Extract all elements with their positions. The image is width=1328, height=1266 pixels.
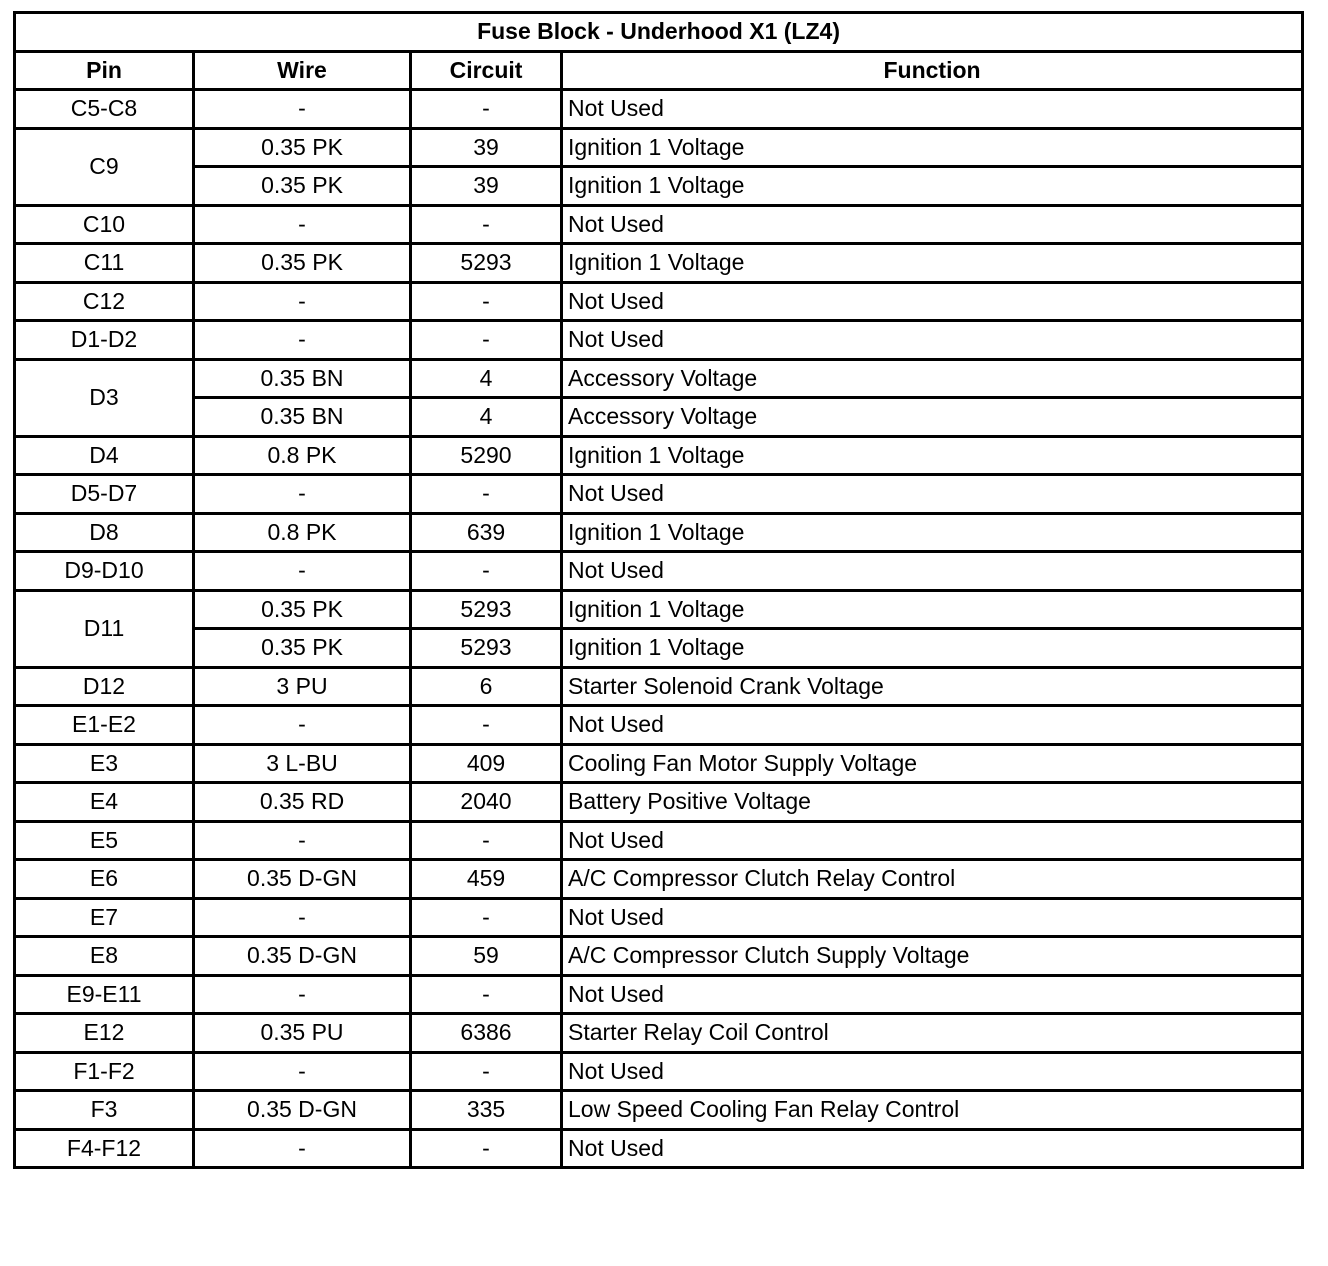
pin-cell: E9-E11 xyxy=(15,975,194,1014)
pin-cell: D9-D10 xyxy=(15,552,194,591)
pin-cell: D4 xyxy=(15,436,194,475)
table-row xyxy=(15,128,1303,167)
pin-cell: C11 xyxy=(15,244,194,283)
function-cell: Not Used xyxy=(562,821,1303,860)
pin-cell: F1-F2 xyxy=(15,1052,194,1091)
circuit-cell: - xyxy=(411,321,562,360)
wire-cell: - xyxy=(194,475,411,514)
wire-cell: 0.35 PK xyxy=(194,590,411,629)
wire-cell: 0.35 PU xyxy=(194,1014,411,1053)
table-row xyxy=(15,513,1303,552)
table-row xyxy=(15,398,1303,437)
table-row xyxy=(15,359,1303,398)
wire-cell: 0.8 PK xyxy=(194,436,411,475)
wire-cell: 0.35 PK xyxy=(194,128,411,167)
wire-cell: - xyxy=(194,975,411,1014)
wire-cell: 0.35 D-GN xyxy=(194,860,411,899)
circuit-cell: - xyxy=(411,1129,562,1168)
table-row xyxy=(15,898,1303,937)
function-cell: Not Used xyxy=(562,898,1303,937)
circuit-cell: 4 xyxy=(411,359,562,398)
function-cell: Not Used xyxy=(562,975,1303,1014)
circuit-cell: 5290 xyxy=(411,436,562,475)
circuit-cell: 6 xyxy=(411,667,562,706)
function-cell: Ignition 1 Voltage xyxy=(562,513,1303,552)
table-row xyxy=(15,667,1303,706)
function-cell: Not Used xyxy=(562,1052,1303,1091)
function-cell: Accessory Voltage xyxy=(562,359,1303,398)
function-cell: Not Used xyxy=(562,552,1303,591)
function-cell: Not Used xyxy=(562,706,1303,745)
pin-cell: E7 xyxy=(15,898,194,937)
table-row xyxy=(15,282,1303,321)
function-cell: A/C Compressor Clutch Relay Control xyxy=(562,860,1303,899)
function-cell: Not Used xyxy=(562,475,1303,514)
circuit-cell: - xyxy=(411,898,562,937)
circuit-cell: 2040 xyxy=(411,783,562,822)
header-wire: Wire xyxy=(194,51,411,90)
table-row xyxy=(15,436,1303,475)
header-function: Function xyxy=(562,51,1303,90)
function-cell: Not Used xyxy=(562,1129,1303,1168)
title-row xyxy=(15,13,1303,52)
table-row xyxy=(15,475,1303,514)
pin-cell: E3 xyxy=(15,744,194,783)
wire-cell: 3 L-BU xyxy=(194,744,411,783)
function-cell: Ignition 1 Voltage xyxy=(562,167,1303,206)
fuse-block-table xyxy=(13,11,1304,1169)
wire-cell: - xyxy=(194,1052,411,1091)
wire-cell: 0.8 PK xyxy=(194,513,411,552)
function-cell: Ignition 1 Voltage xyxy=(562,128,1303,167)
function-cell: Not Used xyxy=(562,321,1303,360)
table-row xyxy=(15,90,1303,129)
table-row xyxy=(15,321,1303,360)
circuit-cell: 39 xyxy=(411,128,562,167)
function-cell: Ignition 1 Voltage xyxy=(562,436,1303,475)
pin-cell: D5-D7 xyxy=(15,475,194,514)
function-cell: Low Speed Cooling Fan Relay Control xyxy=(562,1091,1303,1130)
wire-cell: - xyxy=(194,282,411,321)
function-cell: Ignition 1 Voltage xyxy=(562,629,1303,668)
circuit-cell: - xyxy=(411,1052,562,1091)
pin-cell: E8 xyxy=(15,937,194,976)
circuit-cell: 59 xyxy=(411,937,562,976)
wire-cell: 0.35 PK xyxy=(194,629,411,668)
header-pin: Pin xyxy=(15,51,194,90)
circuit-cell: - xyxy=(411,975,562,1014)
table-body xyxy=(15,90,1303,1168)
wire-cell: - xyxy=(194,706,411,745)
table-row xyxy=(15,552,1303,591)
circuit-cell: 4 xyxy=(411,398,562,437)
wire-cell: - xyxy=(194,1129,411,1168)
function-cell: Ignition 1 Voltage xyxy=(562,590,1303,629)
circuit-cell: - xyxy=(411,552,562,591)
pin-cell: D3 xyxy=(15,359,194,436)
pin-cell: D1-D2 xyxy=(15,321,194,360)
table-row xyxy=(15,590,1303,629)
table-row xyxy=(15,706,1303,745)
function-cell: Not Used xyxy=(562,90,1303,129)
table-row xyxy=(15,1129,1303,1168)
table-row xyxy=(15,860,1303,899)
table-row xyxy=(15,937,1303,976)
table-row xyxy=(15,783,1303,822)
wire-cell: - xyxy=(194,898,411,937)
wire-cell: 0.35 BN xyxy=(194,398,411,437)
wire-cell: 0.35 D-GN xyxy=(194,1091,411,1130)
function-cell: Starter Relay Coil Control xyxy=(562,1014,1303,1053)
wire-cell: 3 PU xyxy=(194,667,411,706)
circuit-cell: - xyxy=(411,282,562,321)
table-row xyxy=(15,629,1303,668)
wire-cell: 0.35 RD xyxy=(194,783,411,822)
circuit-cell: - xyxy=(411,821,562,860)
pin-cell: D11 xyxy=(15,590,194,667)
table-row xyxy=(15,1052,1303,1091)
circuit-cell: 5293 xyxy=(411,590,562,629)
circuit-cell: 5293 xyxy=(411,244,562,283)
pin-cell: E1-E2 xyxy=(15,706,194,745)
pin-cell: C9 xyxy=(15,128,194,205)
wire-cell: 0.35 PK xyxy=(194,167,411,206)
pin-cell: C10 xyxy=(15,205,194,244)
function-cell: Ignition 1 Voltage xyxy=(562,244,1303,283)
table-row xyxy=(15,975,1303,1014)
circuit-cell: 409 xyxy=(411,744,562,783)
wire-cell: 0.35 BN xyxy=(194,359,411,398)
pin-cell: F3 xyxy=(15,1091,194,1130)
pin-cell: C5-C8 xyxy=(15,90,194,129)
pin-cell: E5 xyxy=(15,821,194,860)
pin-cell: D12 xyxy=(15,667,194,706)
function-cell: Accessory Voltage xyxy=(562,398,1303,437)
wire-cell: 0.35 D-GN xyxy=(194,937,411,976)
pin-cell: C12 xyxy=(15,282,194,321)
header-row xyxy=(15,51,1303,90)
circuit-cell: - xyxy=(411,205,562,244)
pin-cell: E12 xyxy=(15,1014,194,1053)
wire-cell: - xyxy=(194,321,411,360)
wire-cell: - xyxy=(194,821,411,860)
table-row xyxy=(15,1091,1303,1130)
circuit-cell: - xyxy=(411,706,562,745)
table-title: Fuse Block - Underhood X1 (LZ4) xyxy=(15,13,1303,52)
table-row xyxy=(15,1014,1303,1053)
function-cell: Starter Solenoid Crank Voltage xyxy=(562,667,1303,706)
pin-cell: F4-F12 xyxy=(15,1129,194,1168)
circuit-cell: 39 xyxy=(411,167,562,206)
wire-cell: - xyxy=(194,552,411,591)
fuse-block-table-container xyxy=(13,11,1301,1169)
function-cell: Not Used xyxy=(562,205,1303,244)
wire-cell: 0.35 PK xyxy=(194,244,411,283)
pin-cell: E6 xyxy=(15,860,194,899)
circuit-cell: - xyxy=(411,475,562,514)
header-circuit: Circuit xyxy=(411,51,562,90)
table-row xyxy=(15,244,1303,283)
circuit-cell: 459 xyxy=(411,860,562,899)
function-cell: Battery Positive Voltage xyxy=(562,783,1303,822)
table-row xyxy=(15,744,1303,783)
wire-cell: - xyxy=(194,90,411,129)
table-row xyxy=(15,205,1303,244)
circuit-cell: 639 xyxy=(411,513,562,552)
circuit-cell: 6386 xyxy=(411,1014,562,1053)
table-row xyxy=(15,167,1303,206)
circuit-cell: 5293 xyxy=(411,629,562,668)
pin-cell: D8 xyxy=(15,513,194,552)
pin-cell: E4 xyxy=(15,783,194,822)
function-cell: A/C Compressor Clutch Supply Voltage xyxy=(562,937,1303,976)
function-cell: Cooling Fan Motor Supply Voltage xyxy=(562,744,1303,783)
circuit-cell: - xyxy=(411,90,562,129)
wire-cell: - xyxy=(194,205,411,244)
function-cell: Not Used xyxy=(562,282,1303,321)
circuit-cell: 335 xyxy=(411,1091,562,1130)
table-row xyxy=(15,821,1303,860)
